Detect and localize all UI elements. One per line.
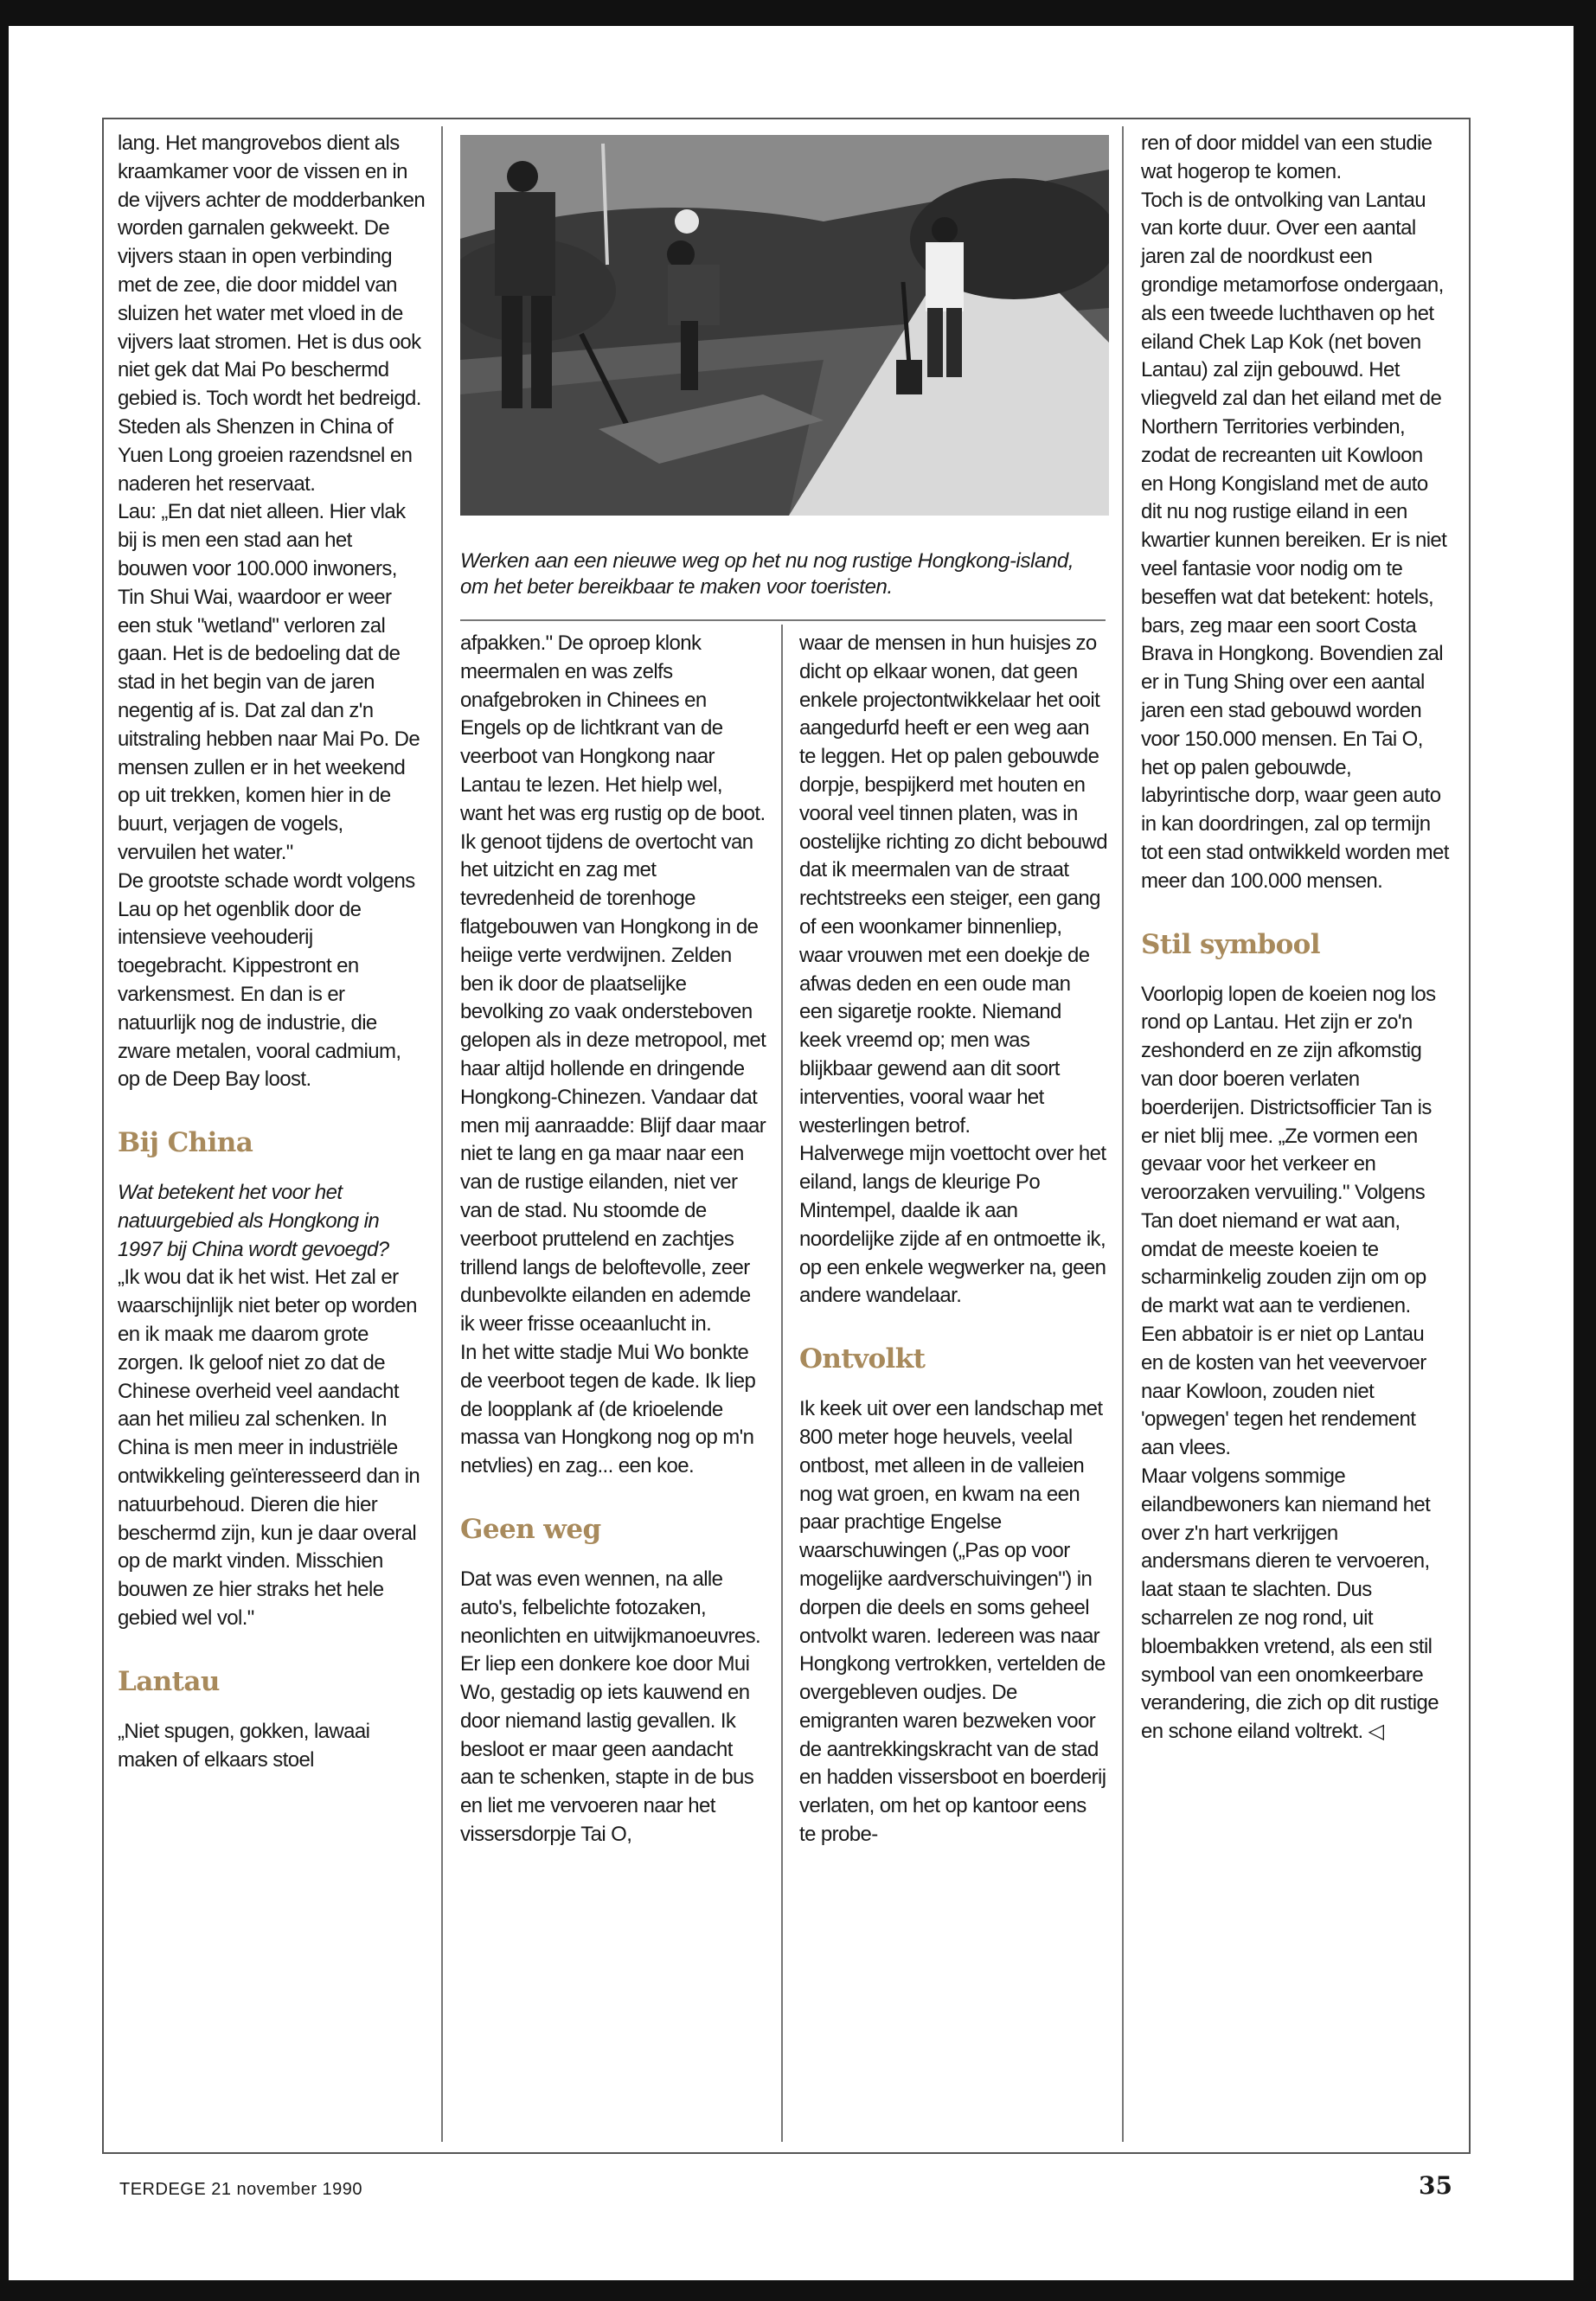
paragraph: Lau: „En dat niet alleen. Hier vlak bij is men een stad aan het bouwen voor 100.000 inwoners, Tin Shui Wai, waardoor er weer een stuk "wetland" verloren zal gaan. Het is de bedoeling dat de stad in het begin van de jaren negentig af is. Dat zal dan z'n uitstraling hebben naar Mai Po. De mensen zullen er in het weekend op uit trekken, komen hier in de buurt, verjagen de vogels, vervuilen het water.": [118, 500, 420, 864]
paragraph: ren of door middel van een studie wat hogerop te komen.: [1141, 131, 1433, 183]
paragraph: waar de mensen in hun huisjes zo dicht op elkaar wonen, dat geen enkele projectontwikkelaar het ooit aangedurfd heeft er een weg aan te leggen. Het op palen gebouwde dorpje, bespijkerd met houten en vooral veel tinnen platen, was in oostelijke richting zo dicht bebouwd dat ik meermalen van de straat rechtstreeks een steiger, een gang of een woonkamer binnenliep, waar vrouwen met een doekje de afwas deden en een oude man een sigaretje rookte. Niemand keek vreemd op; men was blijkbaar gewend aan dit soort interventies, vooral waar het westerlingen betrof.: [799, 631, 1107, 1138]
paragraph: In het witte stadje Mui Wo bonkte de veerboot tegen de kade. Ik liep de loopplank af (de krioelende massa van Hongkong nog op m'n netvlies) en zag... een koe.: [460, 1340, 756, 1478]
scan-border-top: [0, 0, 1596, 26]
scan-border-right: [1574, 0, 1596, 2301]
section-heading-geen-weg: Geen weg: [460, 1513, 601, 1545]
section-heading-lantau: Lantau: [118, 1665, 220, 1697]
section-heading-ontvolkt: Ontvolkt: [799, 1343, 926, 1375]
paragraph: Halverwege mijn voettocht over het eiland, langs de kleurige Po Mintempel, daalde ik aan noordelijke zijde af en ontmoette ik, op een enkele wegwerker na, geen andere wandelaar.: [799, 1142, 1106, 1308]
paragraph: „Ik wou dat ik het wist. Het zal er waarschijnlijk niet beter op worden en ik maak me daarom grote zorgen. Ik geloof niet zo dat de Chinese overheid veel aandacht aan het milieu zal schenken. In China is men meer in industriële ontwikkeling geïnteresseerd dan in natuurbehoud. Dieren die hier beschermd zijn, kun je daar overal op de markt vinden. Misschien bouwen ze hier straks het hele gebied wel vol.": [118, 1266, 420, 1631]
caption-divider: [460, 619, 1106, 621]
article-column-4: [1141, 130, 1449, 1747]
road-construction-photo: [460, 135, 1109, 516]
column-divider: [1122, 126, 1124, 2142]
column-divider: [441, 126, 443, 2142]
paragraph: Toch is de ontvolking van Lantau van korte duur. Over een aantal jaren zal de noordkust een grondige metamorfose ondergaan, als een tweede luchthaven op het eiland Chek Lap Kok (net boven Lantau) zal zijn gebouwd. Het vliegveld zal dan het eiland met de Northern Territories verbinden, zodat de recreanten uit Kowloon en Hong Kongisland met de auto dit nu nog rustige eiland in een kwartier kunnen bereiken. Er is niet veel fantasie voor nodig om te beseffen wat dat betekent: hotels, bars, zeg maar een soort Costa Brava in Hongkong. Bovendien zal er in Tung Shing over een aantal jaren een stad gebouwd worden voor 150.000 mensen. En Tai O, het op palen gebouwde, labyrintische dorp, waar geen auto in kan doordringen, zal op termijn tot een stad ontwikkeld worden met meer dan 100.000 mensen.: [1141, 188, 1449, 893]
photo-caption: Werken aan een nieuwe weg op het nu nog rustige Hongkong-island, om het beter bereikbaar te maken voor toeristen.: [460, 549, 1074, 599]
paragraph: Dat was even wennen, na alle auto's, felbelichte fotozaken, neonlichten en uitwijkmanoeuvres. Er liep een donkere koe door Mui Wo, gestadig op iets kauwend en door niemand lastig gevallen. Ik besloot er maar geen aandacht aan te schenken, stapte in de bus en liet me vervoeren naar het vissersdorpje Tai O,: [460, 1567, 761, 1847]
paragraph: afpakken." De oproep klonk meermalen en was zelfs onafgebroken in Chinees en Engels op de lichtkrant van de veerboot van Hongkong naar Lantau te lezen. Het hielp wel, want het was erg rustig op de boot. Ik genoot tijdens de overtocht van het uitzicht en zag met tevredenheid de torenhoge flatgebouwen van Hongkong in de heiige verte verdwijnen. Zelden ben ik door de plaatselijke bevolking zo vaak ondersteboven gelopen als in deze metropool, met haar altijd hollende en dringende Hongkong-Chinezen. Vandaar dat men mij aanraadde: Blijf daar maar niet te lang en ga maar naar een van de rustige eilanden, niet ver van de stad. Nu stoomde de veerboot pruttelend en zachtjes trillend langs de beloftevolle, zeer dunbevolkte eilanden en ademde ik weer frisse oceaanlucht in.: [460, 631, 766, 1336]
paragraph: Maar volgens sommige eilandbewoners kan niemand het over z'n hart verkrijgen andersmans dieren te vervoeren, laat staan te slachten. Dus scharrelen ze nog rond, uit bloembakken vretend, als een stil symbool van een onomkeerbare verandering, die zich op dit rustige en schone eiland voltrekt. ◁: [1141, 1465, 1439, 1744]
article-column-3: [799, 630, 1107, 1849]
interview-question: Wat betekent het voor het natuurgebied als Hongkong in 1997 bij China wordt gevoegd?: [118, 1181, 389, 1261]
paragraph: „Niet spugen, gokken, lawaai maken of elkaars stoel: [118, 1719, 370, 1772]
article-column-2: [460, 630, 768, 1849]
scan-border-bottom: [0, 2280, 1596, 2301]
paragraph: lang. Het mangrovebos dient als kraamkamer voor de vissen en in de vijvers achter de modderbanken worden garnalen gekweekt. De vijvers staan in open verbinding met de zee, die door middel van sluizen het water met vloed in de vijvers laat stromen. Het is dus ook niet gek dat Mai Po beschermd gebied is. Toch wordt het bedreigd. Steden als Shenzen in China of Yuen Long groeien razendsnel en naderen het reservaat.: [118, 131, 426, 496]
paragraph: Ik keek uit over een landschap met 800 meter hoge heuvels, veelal ontbost, met alleen in de valleien nog wat groen, en kwam na een paar prachtige Engelse waarschuwingen („Pas op voor mogelijke aardverschuivingen") in dorpen die deels en soms geheel ontvolkt waren. Iedereen was naar Hongkong vertrokken, vertelden de overgebleven oudjes. De emigranten waren bezweken voor de aantrekkingskracht van de stad en hadden vissersboot en boerderij verlaten, om het op kantoor eens te probe-: [799, 1397, 1106, 1847]
section-heading-stil-symbool: Stil symbool: [1141, 928, 1320, 960]
publication-footer: TERDEGE 21 november 1990: [119, 2180, 363, 2199]
scan-border-left: [0, 0, 9, 2301]
paragraph: Voorlopig lopen de koeien nog los rond op Lantau. Het zijn er zo'n zeshonderd en ze zijn afkomstig van door boeren verlaten boerderijen. Districtsofficier Tan is er niet blij mee. „Ze vormen een gevaar voor het verkeer en veroorzaken vervuiling." Volgens Tan doet niemand er wat aan, omdat de meeste koeien te scharminkelig zouden zijn om op de markt wat aan te verdienen. Een abbatoir is er niet op Lantau en de kosten van het veevervoer naar Kowloon, zouden niet 'opwegen' tegen het rendement aan vlees.: [1141, 982, 1436, 1460]
article-column-1: [118, 130, 426, 1774]
section-heading-bij-china: Bij China: [118, 1127, 253, 1159]
column-divider: [781, 625, 783, 2142]
page-number: 35: [1419, 2171, 1452, 2200]
paragraph: De grootste schade wordt volgens Lau op het ogenblik door de intensieve veehouderij toegebracht. Kippestront en varkensmest. En dan is er natuurlijk nog de industrie, die zware metalen, vooral cadmium, op de Deep Bay loost.: [118, 868, 415, 1092]
